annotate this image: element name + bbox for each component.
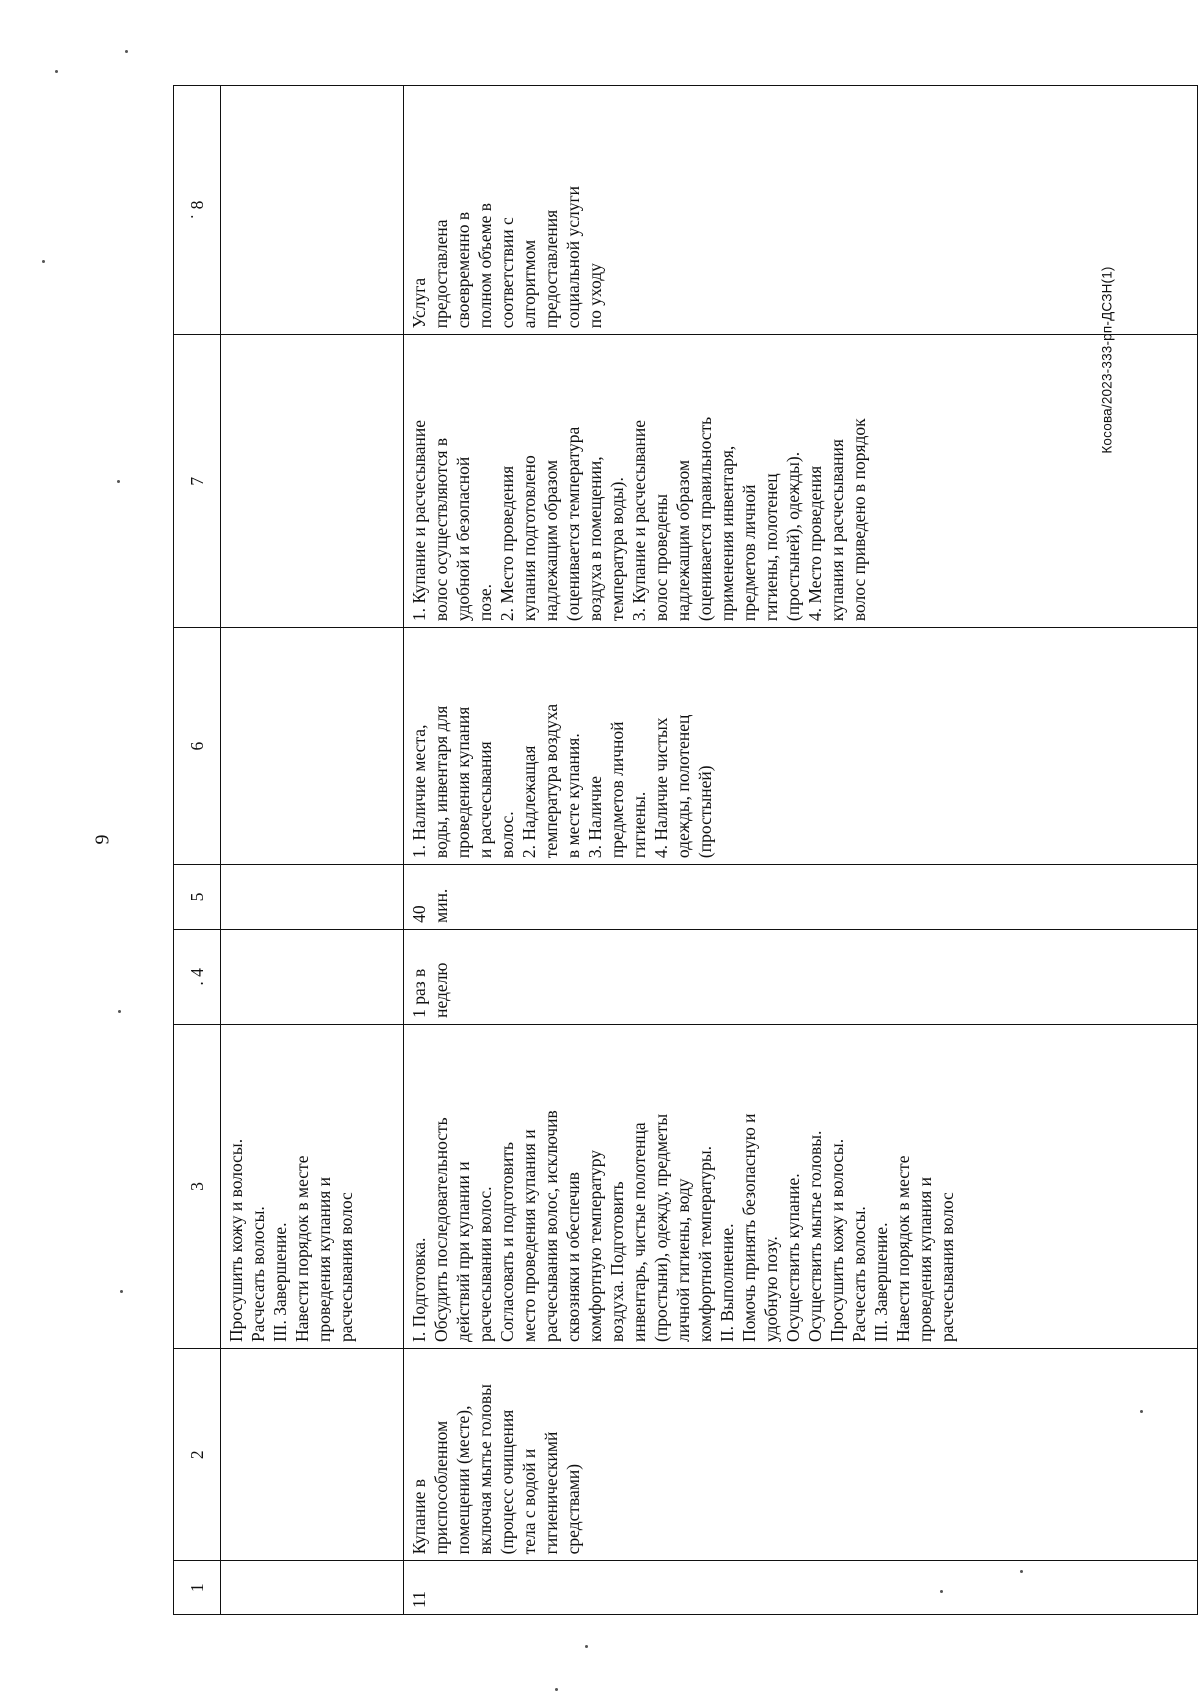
header-row <box>174 86 221 1615</box>
cell-line: Согласовать и подготовить <box>497 1141 517 1342</box>
scan-speck <box>118 1010 121 1013</box>
scan-speck <box>940 1590 943 1593</box>
cell-line: 2. Надлежащая <box>519 745 539 859</box>
cell-line: по уходу <box>585 263 605 329</box>
scan-speck <box>120 1290 123 1293</box>
cell-line: II. Выполнение. <box>717 1223 737 1342</box>
cell-line: купания и расчесывания <box>827 439 847 622</box>
row11-number: 11 <box>404 1561 1198 1615</box>
scan-speck <box>42 260 45 263</box>
header-cell-7: 7 <box>174 335 221 628</box>
cell-line: воды, инвентаря для <box>431 705 451 859</box>
cell-line: (оценивается температура <box>563 426 583 622</box>
cell-line: волос проведены <box>651 494 671 622</box>
cell-line: 1. Наличие места, <box>409 724 429 859</box>
cell-line: личной гигиены, воду <box>673 1178 693 1342</box>
cont-cell-frequency <box>221 929 404 1024</box>
cell-line: предметов личной <box>739 484 759 622</box>
cell-line: в месте купания. <box>563 733 583 859</box>
cell-line: комфортную температуру <box>585 1149 605 1342</box>
cell-line: применения инвентаря, <box>717 445 737 622</box>
cell-line: температура воздуха <box>541 703 561 859</box>
cell-line: предметов личной <box>607 721 627 859</box>
cell-line: средствами) <box>563 1463 583 1555</box>
continuation-row <box>221 86 404 1615</box>
table-row-11 <box>404 86 1198 1615</box>
cell-line: гигиены. <box>629 791 649 859</box>
cell-line: расчесывании волос. <box>475 1186 495 1342</box>
header-cell-5: 5 <box>174 865 221 930</box>
cell-line: тела с водой и <box>519 1448 539 1555</box>
scan-speck <box>1020 1570 1023 1573</box>
scan-speck <box>555 1688 558 1691</box>
cell-line: расчесывания волос <box>336 1192 356 1342</box>
cell-line: проведения купания и <box>915 1176 935 1342</box>
cont-cell-conditions <box>221 628 404 865</box>
cell-line: предоставлена <box>431 219 451 329</box>
cell-line: (простыней) <box>695 765 715 859</box>
cell-line: место проведения купания и <box>519 1129 539 1342</box>
header-cell-1: 1 <box>174 1561 221 1615</box>
cell-line: Просушить кожу и волосы. <box>226 1138 246 1342</box>
cell-line: волос приведено в порядок <box>849 418 869 622</box>
scan-speck <box>585 1645 588 1648</box>
header-cell-8: ˙ 8 <box>174 86 221 335</box>
scan-speck <box>55 70 58 73</box>
cell-line: алгоритмом <box>519 239 539 329</box>
page-number: 9 <box>91 834 114 845</box>
row11-duration: 40 мин. <box>404 865 1198 930</box>
cell-line: помещении (месте), <box>453 1405 473 1555</box>
cell-line: комфортной температуры. <box>695 1146 715 1342</box>
cell-line: 1 раз в <box>409 968 429 1018</box>
cell-line: гигиены, полотенец <box>761 473 781 622</box>
cell-line: проведения купания <box>453 706 473 859</box>
scan-speck <box>125 50 128 53</box>
cell-line: 1. Купание и расчесывание <box>409 420 429 622</box>
row11-service <box>404 1349 1198 1561</box>
cell-line: 3. Купание и расчесывание <box>629 420 649 622</box>
cont-cell-result <box>221 86 404 335</box>
cell-line: инвентарь, чистые полотенца <box>629 1122 649 1342</box>
header-cell-4: . 4 <box>174 929 221 1024</box>
row11-conditions <box>404 628 1198 865</box>
cell-line: предоставления <box>541 209 561 329</box>
header-cell-3: 3 <box>174 1024 221 1348</box>
cell-line: удобной и безопасной <box>453 456 473 622</box>
cell-line: Купание в <box>409 1478 429 1555</box>
cell-line: 4. Место проведения <box>805 465 825 622</box>
cell-line: проведения купания и <box>314 1176 334 1342</box>
cell-line: III. Завершение. <box>270 1222 290 1342</box>
cell-line: неделю <box>431 962 451 1018</box>
cell-line: волос. <box>497 811 517 859</box>
cont-cell-number <box>221 1561 404 1615</box>
cont-cell-duration <box>221 865 404 930</box>
service-table <box>173 85 1198 1615</box>
cell-line: надлежащим образом <box>541 459 561 622</box>
row11-result <box>404 86 1198 335</box>
cell-line: 2. Место проведения <box>497 465 517 622</box>
cell-line: 4. Наличие чистых <box>651 717 671 859</box>
cell-line: температура воды). <box>607 477 627 622</box>
cell-line: полном объеме в <box>475 202 495 329</box>
cell-line: купания подготовлено <box>519 455 539 622</box>
cell-line: Навести порядок в месте <box>893 1155 913 1342</box>
cell-line: расчесывания волос, исключив <box>541 1110 561 1342</box>
cell-line: Просушить кожу и волосы. <box>827 1138 847 1342</box>
cell-line: соответствии с <box>497 217 517 329</box>
scan-speck <box>1140 1410 1143 1413</box>
cell-line: воздуха в помещении, <box>585 456 605 622</box>
scan-speck <box>117 480 120 483</box>
cont-cell-description <box>221 1024 404 1348</box>
header-cell-6: 6 <box>174 628 221 865</box>
cell-line: (простыни), одежду, предметы <box>651 1113 671 1342</box>
cell-line: включая мытье головы <box>475 1384 495 1555</box>
cell-line: (процесс очищения <box>497 1409 517 1555</box>
cell-line: удобную позу. <box>761 1236 781 1342</box>
row11-quality <box>404 335 1198 628</box>
cell-line: одежды, полотенец <box>673 714 693 859</box>
cell-line: и расчесывания <box>475 741 495 859</box>
cell-line: приспособленном <box>431 1420 451 1555</box>
cell-line: Помочь принять безопасную и <box>739 1113 759 1342</box>
cell-line: расчесывания волос <box>937 1192 957 1342</box>
cell-line: Расчесать волосы. <box>248 1206 268 1342</box>
cell-line: (простыней), одежды). <box>783 451 803 622</box>
cell-line: действий при купании и <box>453 1161 473 1342</box>
cell-line: I. Подготовка. <box>409 1237 429 1342</box>
rotated-table-sheet <box>173 85 1198 1615</box>
cell-line: своевременно в <box>453 211 473 329</box>
cont-cell-service <box>221 1349 404 1561</box>
header-cell-2: 2 <box>174 1349 221 1561</box>
cell-line: (оценивается правильность <box>695 416 715 622</box>
cell-line: Обсудить последовательность <box>431 1117 451 1342</box>
cell-line: позе. <box>475 583 495 622</box>
cell-line: Осуществить купание. <box>783 1173 803 1342</box>
cell-line: Расчесать волосы. <box>849 1206 869 1342</box>
cont-cell-quality <box>221 335 404 628</box>
cell-line: 3. Наличие <box>585 775 605 859</box>
cell-line: воздуха. Подготовить <box>607 1181 627 1342</box>
cell-line: волос осуществляются в <box>431 437 451 622</box>
row11-frequency <box>404 929 1198 1024</box>
cell-line: надлежащим образом <box>673 459 693 622</box>
cell-line: Осуществить мытье головы. <box>805 1130 825 1342</box>
cell-line: социальной услуги <box>563 186 583 329</box>
row11-description <box>404 1024 1198 1348</box>
cell-line: III. Завершение. <box>871 1222 891 1342</box>
cell-line: сквозняки и обеспечив <box>563 1172 583 1342</box>
cell-line: Услуга <box>409 277 429 329</box>
cell-line: гигиеническимй <box>541 1431 561 1555</box>
cell-line: Навести порядок в месте <box>292 1155 312 1342</box>
document-code-text: Косова/2023-333-рп-ДСЗН(1) <box>1099 266 1115 454</box>
